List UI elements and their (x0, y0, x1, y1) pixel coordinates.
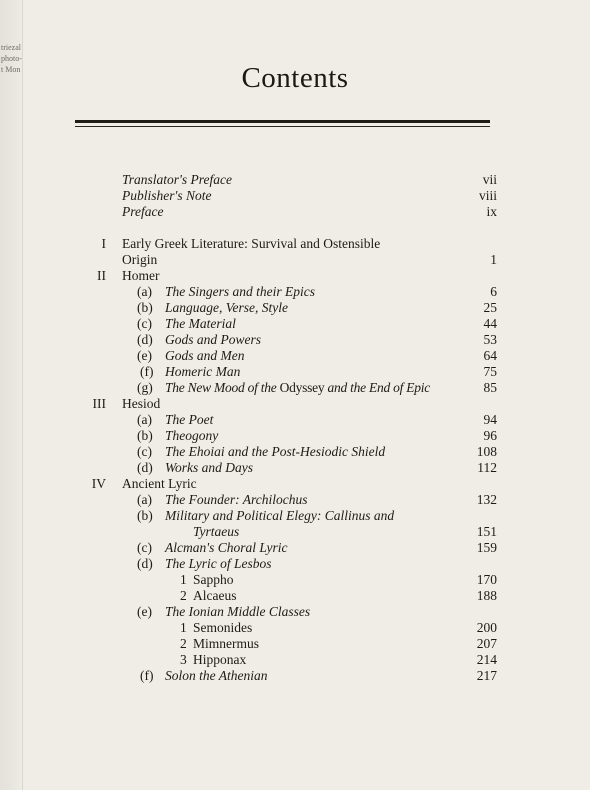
section-letter: (d) (137, 556, 153, 571)
section-letter: (b) (137, 428, 153, 443)
section-letter: (f) (140, 668, 154, 683)
subsection-number: 3 (180, 652, 187, 667)
section-entry[interactable] (0, 556, 590, 572)
section-entry[interactable] (0, 604, 590, 620)
section-entry[interactable] (0, 332, 590, 348)
page-number: 151 (476, 524, 497, 539)
section-title: Solon the Athenian (165, 668, 268, 683)
section-letter: (d) (137, 332, 153, 347)
section-entry[interactable] (0, 668, 590, 684)
toc-entry[interactable] (0, 188, 590, 204)
section-title: The Ionian Middle Classes (165, 604, 311, 619)
subsection-title: Alcaeus (193, 588, 237, 603)
section-letter: (g) (137, 380, 153, 395)
page-number: 1 (490, 252, 497, 267)
page-number: 53 (483, 332, 497, 347)
section-entry[interactable] (0, 412, 590, 428)
section-entry[interactable] (0, 284, 590, 300)
chapter-number: I (101, 236, 106, 251)
subsection-title: Sappho (193, 572, 234, 587)
section-entry[interactable] (0, 428, 590, 444)
page-number: 96 (483, 428, 497, 443)
chapter-title: Origin (122, 252, 158, 267)
page-number: 44 (483, 316, 497, 331)
section-letter: (c) (137, 316, 152, 331)
section-title: Military and Political Elegy: Callinus and (165, 508, 395, 523)
page-number: 200 (476, 620, 497, 635)
subsection-entry[interactable] (0, 636, 590, 652)
section-letter: (e) (137, 604, 152, 619)
facing-page-line: t Mon (1, 65, 21, 74)
page-number: 132 (476, 492, 497, 507)
subsection-title: Mimnermus (193, 636, 259, 651)
subsection-entry[interactable] (0, 572, 590, 588)
subsection-title: Semonides (193, 620, 253, 635)
page-number: vii (482, 172, 497, 187)
facing-page-line: triezal (1, 43, 21, 52)
page-number: 94 (483, 412, 497, 427)
entry-title: Publisher's Note (122, 188, 212, 203)
chapter-title: Hesiod (122, 396, 161, 411)
section-title: Works and Days (165, 460, 254, 475)
toc-entry[interactable] (0, 204, 590, 220)
section-title: Alcman's Choral Lyric (165, 540, 288, 555)
page-number: 170 (476, 572, 497, 587)
entry-title: Preface (122, 204, 164, 219)
section-title: Gods and Men (165, 348, 245, 363)
chapter-entry-continued[interactable] (0, 252, 590, 268)
section-letter: (c) (137, 540, 152, 555)
page-number: 75 (483, 364, 497, 379)
section-title: The Poet (165, 412, 214, 427)
page-title: Contents (241, 62, 349, 94)
chapter-title: Homer (122, 268, 160, 283)
subsection-title: Hipponax (193, 652, 247, 667)
section-letter: (b) (137, 508, 153, 523)
section-letter: (a) (137, 284, 152, 299)
chapter-entry[interactable] (0, 268, 590, 284)
page-number: 108 (476, 444, 497, 459)
section-title: The Material (165, 316, 236, 331)
section-title: The Founder: Archilochus (165, 492, 308, 507)
section-entry[interactable] (0, 540, 590, 556)
page-number: viii (478, 188, 497, 203)
subsection-number: 2 (180, 636, 187, 651)
section-letter: (c) (137, 444, 152, 459)
subsection-number: 2 (180, 588, 187, 603)
section-entry[interactable] (0, 364, 590, 380)
section-title (165, 380, 430, 396)
section-title-part: and the End of Epic (327, 380, 430, 395)
section-entry[interactable] (0, 300, 590, 316)
section-entry[interactable] (0, 316, 590, 332)
subsection-entry[interactable] (0, 588, 590, 604)
section-entry[interactable] (0, 444, 590, 460)
section-title-work: Odyssey (279, 380, 325, 395)
section-letter: (e) (137, 348, 152, 363)
section-entry[interactable] (0, 380, 590, 396)
section-title: Homeric Man (165, 364, 241, 379)
section-title: The Singers and their Epics (165, 284, 315, 299)
page-number: 85 (483, 380, 497, 395)
chapter-number: IV (91, 476, 106, 491)
page-number: 112 (477, 460, 497, 475)
page-number: 159 (476, 540, 497, 555)
section-title: Tyrtaeus (193, 524, 240, 539)
facing-page-line: photo- (1, 54, 22, 63)
chapter-number: II (97, 268, 106, 283)
page-number: 6 (490, 284, 497, 299)
section-entry[interactable] (0, 460, 590, 476)
subsection-number: 1 (180, 572, 187, 587)
subsection-entry[interactable] (0, 620, 590, 636)
section-entry[interactable] (0, 492, 590, 508)
page-number: 188 (476, 588, 497, 603)
section-title: Theogony (165, 428, 219, 443)
section-title: The Lyric of Lesbos (165, 556, 272, 571)
toc-entry[interactable] (0, 172, 590, 188)
chapter-title: Early Greek Literature: Survival and Ostensible (122, 236, 381, 251)
section-title: Gods and Powers (165, 332, 262, 347)
subsection-entry[interactable] (0, 652, 590, 668)
page-number: 207 (476, 636, 497, 651)
section-letter: (f) (140, 364, 154, 379)
section-entry[interactable] (0, 508, 590, 524)
chapter-title: Ancient Lyric (122, 476, 197, 491)
section-letter: (b) (137, 300, 153, 315)
section-title-part: The New Mood of the (165, 380, 277, 395)
page-number: 217 (476, 668, 497, 683)
section-title: Language, Verse, Style (165, 300, 288, 315)
section-entry[interactable] (0, 348, 590, 364)
chapter-entry[interactable] (0, 476, 590, 492)
chapter-entry[interactable] (0, 396, 590, 412)
section-letter: (a) (137, 492, 152, 507)
section-title: The Ehoiai and the Post-Hesiodic Shield (165, 444, 386, 459)
section-entry-continued[interactable] (0, 524, 590, 540)
entry-title: Translator's Preface (122, 172, 233, 187)
chapter-entry[interactable] (0, 236, 590, 252)
chapter-number: III (92, 396, 106, 411)
subsection-number: 1 (180, 620, 187, 635)
section-letter: (a) (137, 412, 152, 427)
page-number: 25 (483, 300, 497, 315)
section-letter: (d) (137, 460, 153, 475)
page-number: 214 (476, 652, 497, 667)
page-number: 64 (483, 348, 497, 363)
page-number: ix (486, 204, 497, 219)
